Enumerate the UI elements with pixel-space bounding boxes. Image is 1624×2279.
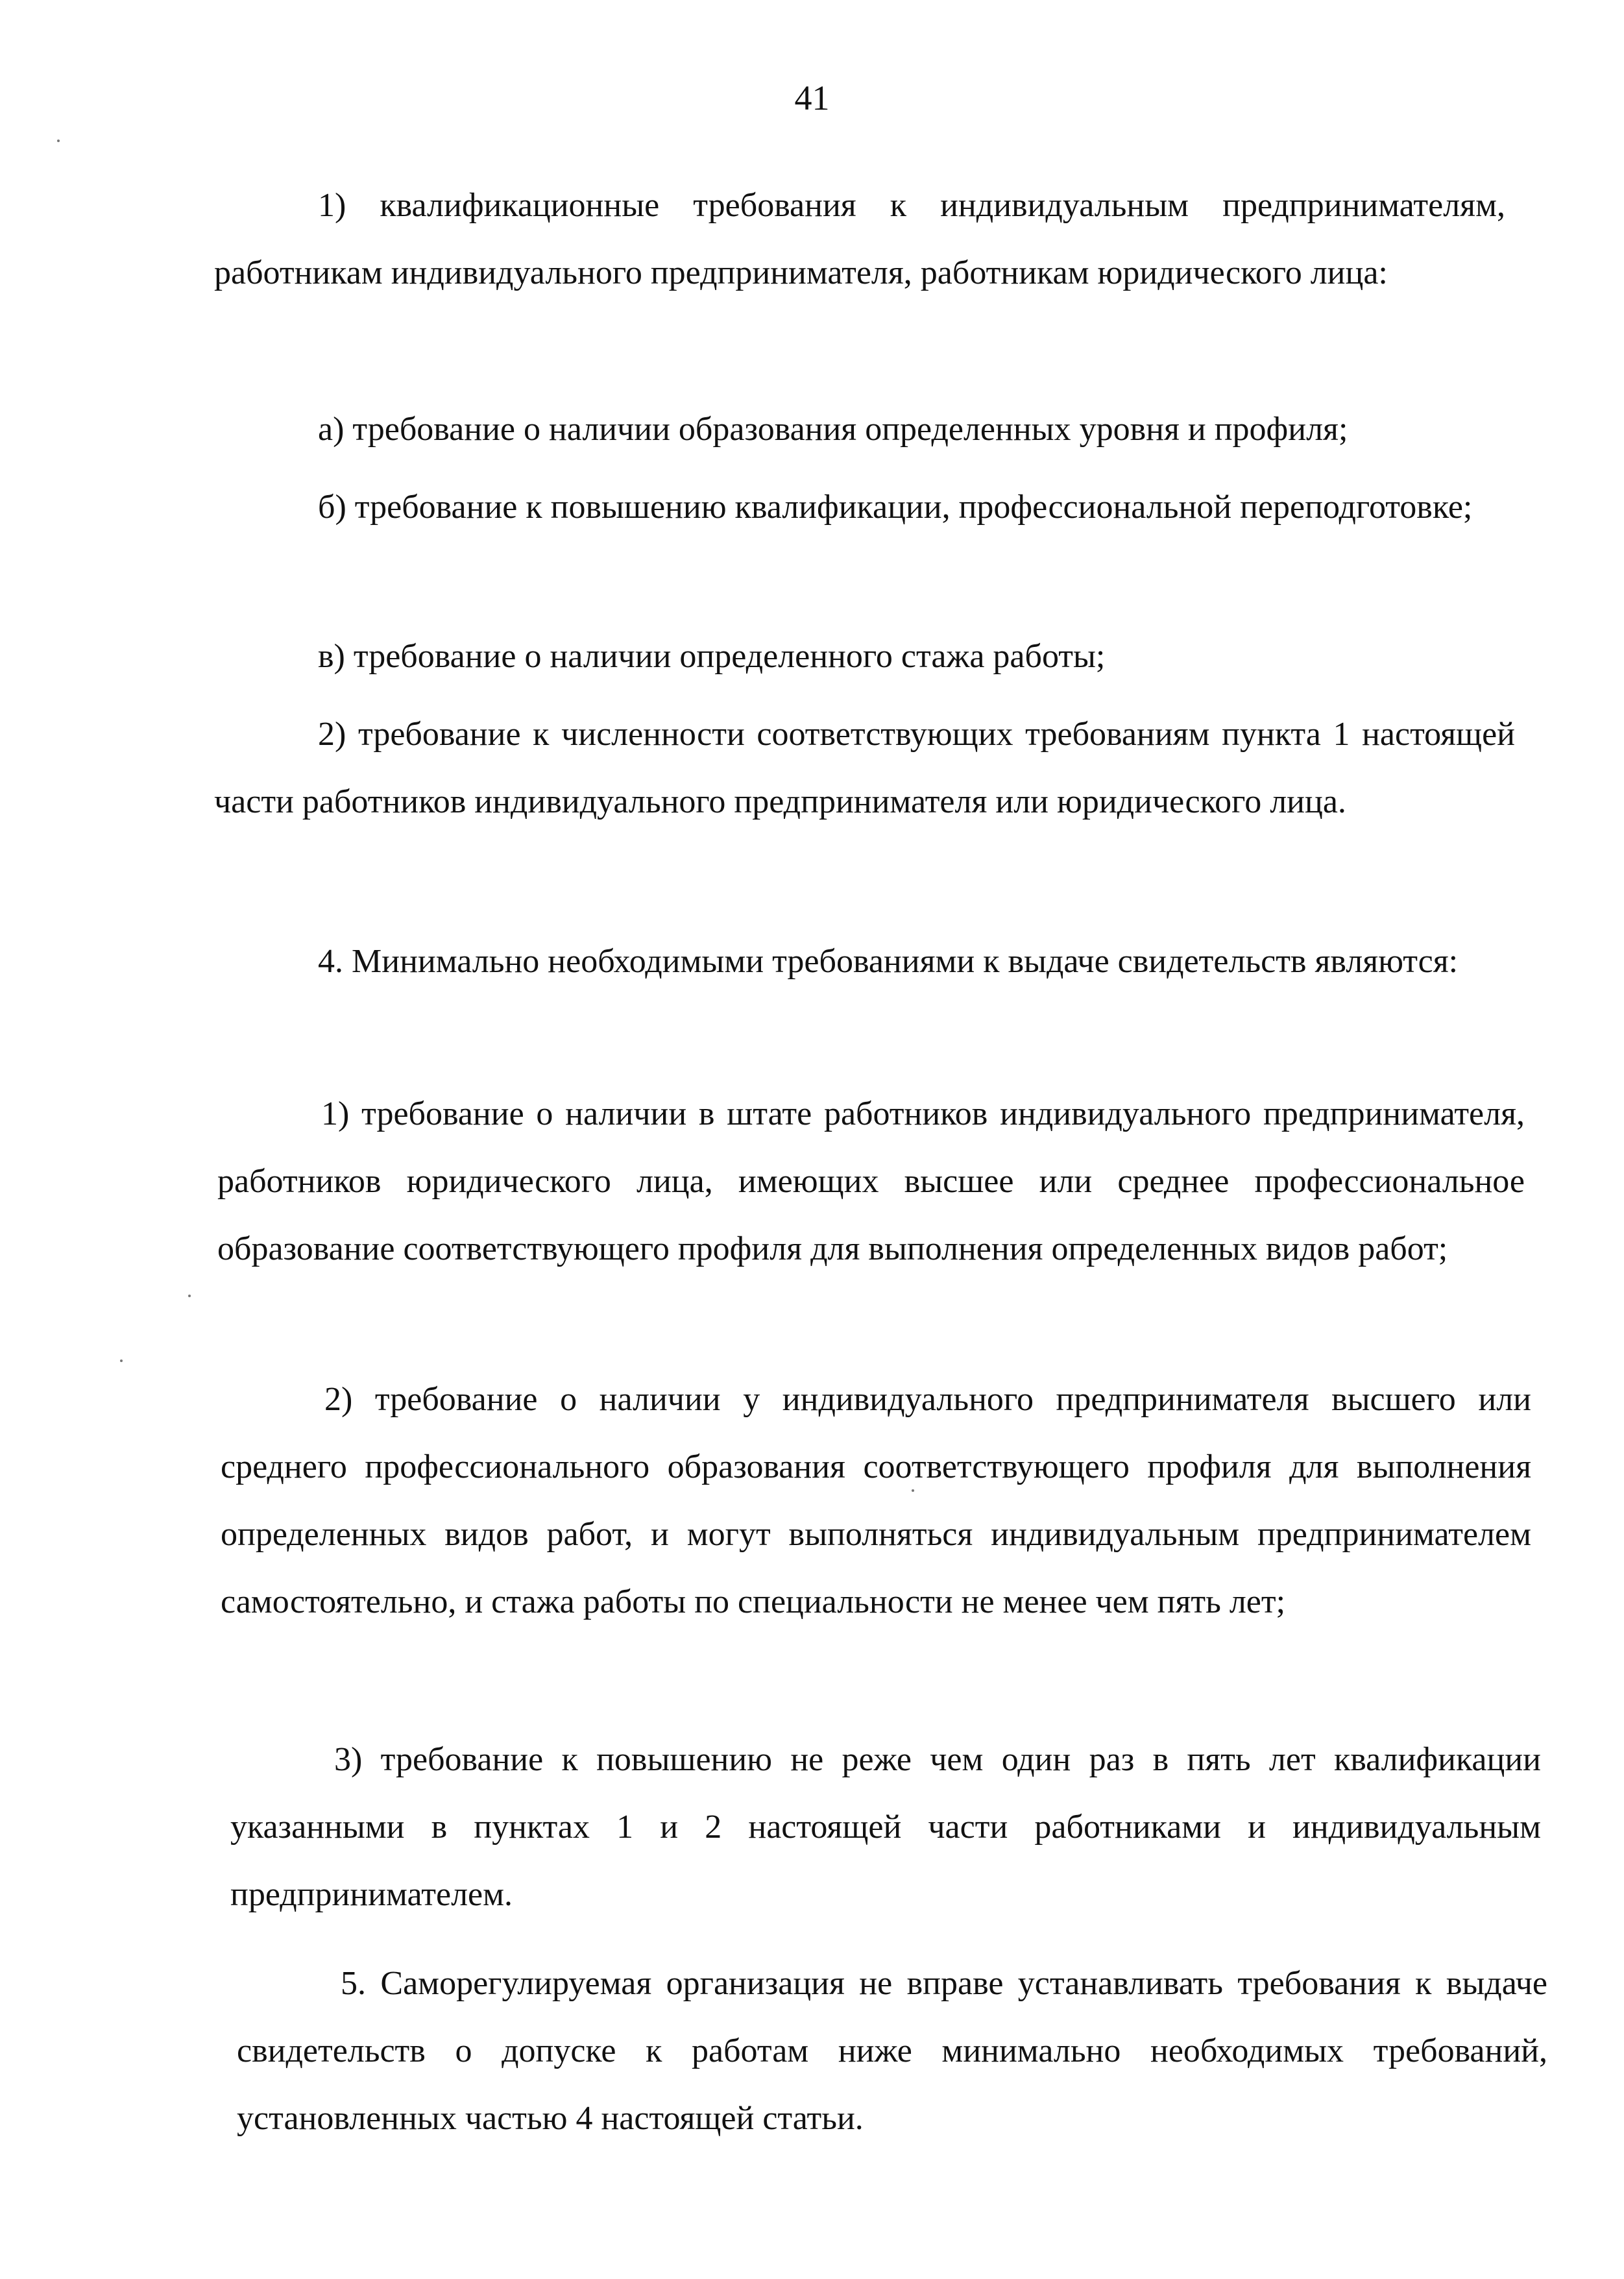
paragraph-education-requirement: а) требование о наличии образования определенных уровня и профиля; bbox=[318, 411, 1348, 448]
scan-speck bbox=[188, 1295, 191, 1297]
paragraph-upgrade-frequency: 3) требование к повышению не реже чем один раз в пять лет квалификации указанными в пунктах 1 и 2 настоящей части работниками и индивидуальным предпринимателем. bbox=[230, 1741, 1541, 1913]
paragraph-qualification-requirements: 1) квалификационные требования к индивидуальным предпринимателям, работникам индивидуального предпринимателя, работникам юридического лица: bbox=[214, 187, 1505, 291]
paragraph-minimum-requirements: 4. Минимально необходимыми требованиями к выдаче свидетельств являются: bbox=[318, 943, 1459, 980]
paragraph-staff-education: 1) требование о наличии в штате работников индивидуального предпринимателя, работников юридического лица, имеющих высшее или среднее профессиональное образование соответствующего профиля для выполнения определенных видов работ; bbox=[217, 1095, 1525, 1267]
paragraph-work-experience: в) требование о наличии определенного стажа работы; bbox=[318, 638, 1106, 675]
scan-speck bbox=[120, 1359, 123, 1362]
scan-speck bbox=[912, 1489, 914, 1492]
paragraph-entrepreneur-education: 2) требование о наличии у индивидуального предпринимателя высшего или среднего профессионального образования соответствующего профиля для выполнения определенных видов работ, и могут выполняться индивидуальным предпринимателем самостоятельно, и стажа работы по специальности не менее чем пять лет; bbox=[221, 1381, 1531, 1620]
paragraph-staff-number: 2) требование к численности соответствующих требованиям пункта 1 настоящей части работников индивидуального предпринимателя или юридического лица. bbox=[214, 716, 1515, 820]
page-number: 41 bbox=[794, 79, 830, 117]
paragraph-self-regulating-organization: 5. Саморегулируемая организация не вправе устанавливать требования к выдаче свидетельств о допуске к работам ниже минимально необходимых требований, установленных частью 4 настоящей статьи. bbox=[237, 1965, 1547, 2137]
paragraph-qualification-upgrade: б) требование к повышению квалификации, профессиональной переподготовке; bbox=[318, 489, 1473, 526]
scan-speck bbox=[57, 140, 60, 142]
